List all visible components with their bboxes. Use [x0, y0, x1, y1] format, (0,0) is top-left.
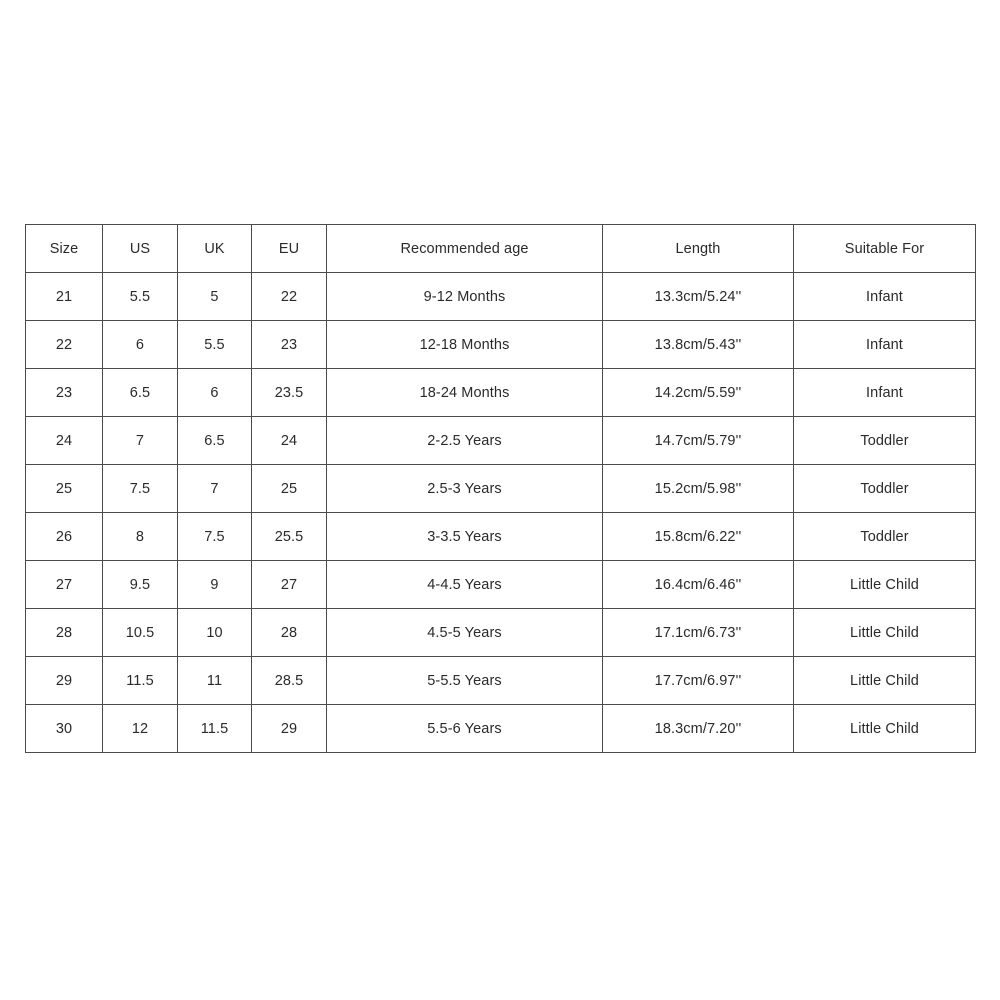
cell-uk: 7.5: [178, 513, 252, 561]
cell-eu: 28.5: [252, 657, 327, 705]
table-row: [26, 369, 976, 417]
header-length: Length: [603, 225, 794, 273]
cell-us: 8: [103, 513, 178, 561]
cell-recommended-age: 2-2.5 Years: [327, 417, 603, 465]
cell-recommended-age: 12-18 Months: [327, 321, 603, 369]
header-suitable-for: Suitable For: [794, 225, 976, 273]
header-uk: UK: [178, 225, 252, 273]
cell-eu: 23.5: [252, 369, 327, 417]
cell-eu: 24: [252, 417, 327, 465]
table-row: [26, 273, 976, 321]
table-row: [26, 465, 976, 513]
cell-size: 24: [26, 417, 103, 465]
cell-length: 13.3cm/5.24'': [603, 273, 794, 321]
cell-size: 27: [26, 561, 103, 609]
cell-us: 6: [103, 321, 178, 369]
cell-suitable-for: Infant: [794, 321, 976, 369]
cell-size: 28: [26, 609, 103, 657]
cell-length: 15.2cm/5.98'': [603, 465, 794, 513]
table-row: [26, 321, 976, 369]
cell-recommended-age: 3-3.5 Years: [327, 513, 603, 561]
cell-recommended-age: 4-4.5 Years: [327, 561, 603, 609]
cell-us: 11.5: [103, 657, 178, 705]
header-size: Size: [26, 225, 103, 273]
cell-recommended-age: 18-24 Months: [327, 369, 603, 417]
cell-uk: 6.5: [178, 417, 252, 465]
cell-us: 5.5: [103, 273, 178, 321]
cell-eu: 22: [252, 273, 327, 321]
cell-uk: 5.5: [178, 321, 252, 369]
table-row: [26, 417, 976, 465]
cell-us: 9.5: [103, 561, 178, 609]
cell-uk: 5: [178, 273, 252, 321]
header-us: US: [103, 225, 178, 273]
cell-uk: 11: [178, 657, 252, 705]
table-row: [26, 705, 976, 753]
cell-size: 21: [26, 273, 103, 321]
cell-suitable-for: Toddler: [794, 417, 976, 465]
header-recommended-age: Recommended age: [327, 225, 603, 273]
cell-suitable-for: Little Child: [794, 705, 976, 753]
cell-recommended-age: 4.5-5 Years: [327, 609, 603, 657]
cell-size: 25: [26, 465, 103, 513]
cell-length: 14.7cm/5.79'': [603, 417, 794, 465]
cell-recommended-age: 9-12 Months: [327, 273, 603, 321]
cell-eu: 29: [252, 705, 327, 753]
cell-us: 7: [103, 417, 178, 465]
cell-suitable-for: Infant: [794, 273, 976, 321]
cell-us: 7.5: [103, 465, 178, 513]
table-header-row: [26, 225, 976, 273]
cell-length: 17.1cm/6.73'': [603, 609, 794, 657]
cell-eu: 23: [252, 321, 327, 369]
cell-suitable-for: Toddler: [794, 513, 976, 561]
cell-suitable-for: Infant: [794, 369, 976, 417]
cell-uk: 6: [178, 369, 252, 417]
cell-size: 30: [26, 705, 103, 753]
cell-size: 26: [26, 513, 103, 561]
cell-length: 13.8cm/5.43'': [603, 321, 794, 369]
cell-suitable-for: Little Child: [794, 561, 976, 609]
cell-suitable-for: Toddler: [794, 465, 976, 513]
cell-length: 16.4cm/6.46'': [603, 561, 794, 609]
cell-us: 6.5: [103, 369, 178, 417]
cell-eu: 25.5: [252, 513, 327, 561]
table-row: [26, 513, 976, 561]
table-row: [26, 561, 976, 609]
cell-eu: 27: [252, 561, 327, 609]
cell-suitable-for: Little Child: [794, 657, 976, 705]
cell-suitable-for: Little Child: [794, 609, 976, 657]
cell-us: 10.5: [103, 609, 178, 657]
cell-uk: 9: [178, 561, 252, 609]
cell-length: 18.3cm/7.20'': [603, 705, 794, 753]
cell-recommended-age: 5-5.5 Years: [327, 657, 603, 705]
cell-uk: 10: [178, 609, 252, 657]
cell-eu: 25: [252, 465, 327, 513]
cell-recommended-age: 2.5-3 Years: [327, 465, 603, 513]
cell-length: 15.8cm/6.22'': [603, 513, 794, 561]
cell-size: 23: [26, 369, 103, 417]
cell-us: 12: [103, 705, 178, 753]
cell-size: 29: [26, 657, 103, 705]
table-row: [26, 657, 976, 705]
cell-recommended-age: 5.5-6 Years: [327, 705, 603, 753]
cell-uk: 7: [178, 465, 252, 513]
header-eu: EU: [252, 225, 327, 273]
table-row: [26, 609, 976, 657]
size-chart-table: [25, 224, 976, 753]
cell-length: 17.7cm/6.97'': [603, 657, 794, 705]
cell-eu: 28: [252, 609, 327, 657]
cell-size: 22: [26, 321, 103, 369]
cell-length: 14.2cm/5.59'': [603, 369, 794, 417]
cell-uk: 11.5: [178, 705, 252, 753]
